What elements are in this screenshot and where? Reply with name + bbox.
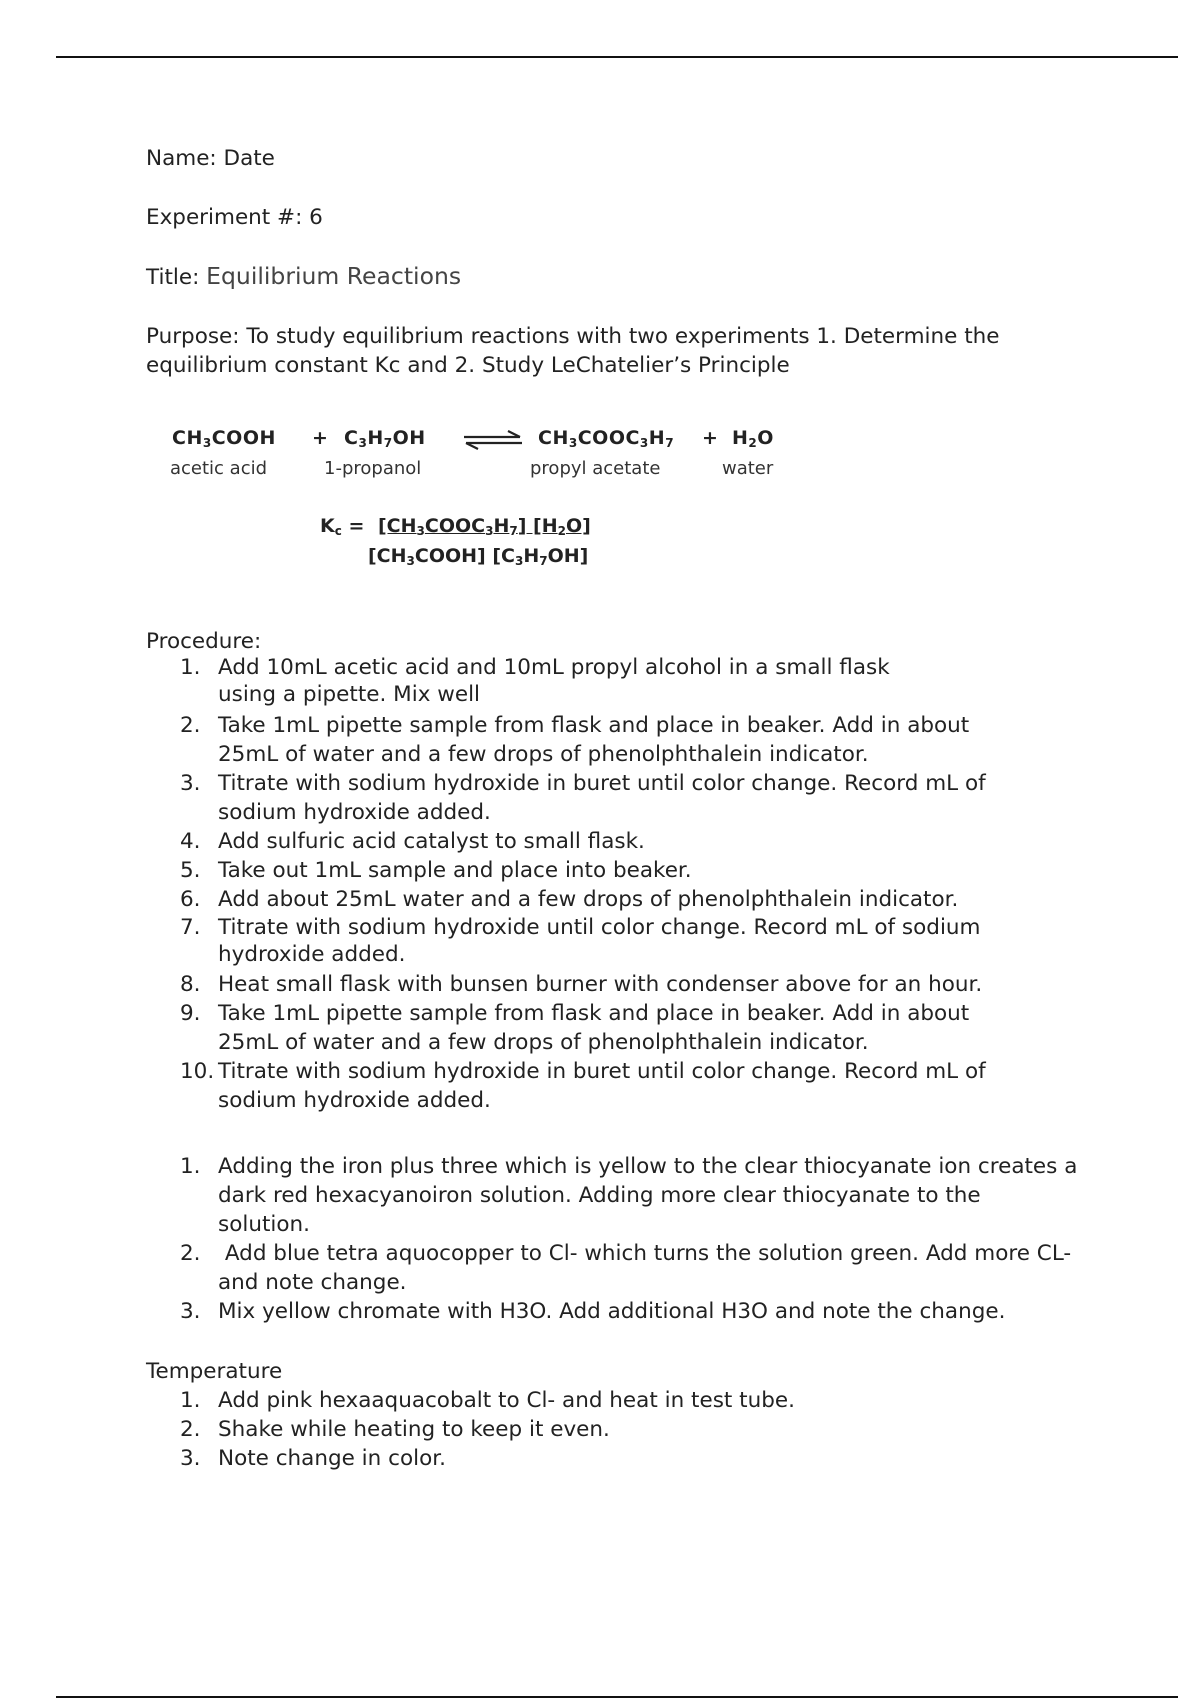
- kc-numerator: $[CH_3COOC_3H_7]$ $[H_2O]$: [378, 515, 591, 538]
- step-text: Note change in color.: [218, 1446, 446, 1471]
- list-item: [146, 885, 1106, 914]
- procedure-list: [146, 654, 1106, 1115]
- bottom-rule: [56, 1696, 1178, 1698]
- step-text: Shake while heating to keep it even.: [218, 1417, 610, 1442]
- product-propyl-acetate-formula: $CH_3COOC_3H_7$: [538, 427, 675, 450]
- list-item: [146, 769, 1106, 827]
- list-item: [146, 1297, 1106, 1326]
- step-text: Titrate with sodium hydroxide in buret until color change. Record mL of sodium hydroxide added.: [218, 771, 986, 825]
- lechatelier-list: [146, 1152, 1106, 1326]
- list-item: [146, 711, 1106, 769]
- temperature-heading: Temperature: [146, 1359, 283, 1384]
- equilibrium-arrows-icon: [462, 430, 524, 450]
- list-item: [146, 1152, 1106, 1239]
- step-number: 9.: [180, 1001, 201, 1026]
- experiment-number-line: Experiment #: 6: [146, 205, 323, 230]
- step-number: 1.: [180, 1388, 201, 1413]
- step-text: Take 1mL pipette sample from flask and place in beaker. Add in about 25mL of water and a few drops of phenolphthalein indicator.: [218, 1001, 970, 1055]
- list-item: [146, 1239, 1106, 1297]
- step-text: Add pink hexaaquacobalt to Cl- and heat in test tube.: [218, 1388, 795, 1413]
- list-item: [146, 654, 1106, 711]
- plus-sign: +: [312, 427, 328, 449]
- kc-label: $K_c$ =: [320, 515, 365, 538]
- top-rule: [56, 56, 1178, 58]
- list-item: [146, 1444, 1106, 1473]
- list-item: [146, 1415, 1106, 1444]
- list-item: [146, 1057, 1106, 1115]
- title-line: [146, 262, 461, 292]
- step-number: 1.: [180, 655, 201, 680]
- list-item: [146, 856, 1106, 885]
- step-number: 4.: [180, 829, 201, 854]
- step-number: 2.: [180, 1241, 201, 1266]
- title-label: Title:: [146, 265, 200, 290]
- list-item: [146, 999, 1106, 1057]
- step-text: Add about 25mL water and a few drops of phenolphthalein indicator.: [218, 887, 959, 912]
- water-label: water: [722, 458, 774, 479]
- step-number: 7.: [180, 915, 201, 940]
- step-text: Take out 1mL sample and place into beaker.: [218, 858, 692, 883]
- step-text: Add blue tetra aquocopper to Cl- which turns the solution green. Add more CL- and note change.: [218, 1241, 1079, 1295]
- reactant-propanol-formula: $C_3H_7OH$: [344, 427, 426, 450]
- propanol-label: 1-propanol: [324, 458, 422, 479]
- step-number: 6.: [180, 887, 201, 912]
- procedure-heading: Procedure:: [146, 629, 262, 654]
- list-item: [146, 827, 1106, 856]
- kc-denominator: $[CH_3COOH]$ $[C_3H_7OH]$: [368, 545, 589, 568]
- step-text: Titrate with sodium hydroxide until color change. Record mL of sodium hydroxide added.: [218, 915, 981, 967]
- plus-sign: +: [702, 427, 718, 449]
- step-number: 10.: [180, 1059, 215, 1084]
- acetic-acid-label: acetic acid: [170, 458, 268, 479]
- step-number: 5.: [180, 858, 201, 883]
- step-text: Mix yellow chromate with H3O. Add additional H3O and note the change.: [218, 1299, 1006, 1324]
- step-text: Add sulfuric acid catalyst to small flask.: [218, 829, 645, 854]
- temperature-list: [146, 1386, 1106, 1473]
- step-number: 2.: [180, 713, 201, 738]
- step-text: Take 1mL pipette sample from flask and place in beaker. Add in about 25mL of water and a few drops of phenolphthalein indicator.: [218, 713, 970, 767]
- step-number: 3.: [180, 1299, 201, 1324]
- step-number: 8.: [180, 972, 201, 997]
- step-number: 3.: [180, 771, 201, 796]
- reactant-acetic-acid-formula: $CH_3COOH$: [172, 427, 276, 450]
- name-date-line: Name: Date: [146, 146, 275, 171]
- list-item: [146, 914, 1106, 970]
- step-number: 3.: [180, 1446, 201, 1471]
- list-item: [146, 1386, 1106, 1415]
- step-number: 1.: [180, 1154, 201, 1179]
- reaction-figure: [172, 424, 832, 584]
- purpose-paragraph: Purpose: To study equilibrium reactions with two experiments 1. Determine the equilibrium constant Kc and 2. Study LeChatelier’s Principle: [146, 324, 1000, 378]
- step-text: Add 10mL acetic acid and 10mL propyl alcohol in a small flask using a pipette. Mix well: [218, 655, 890, 707]
- product-water-formula: $H_2O$: [732, 427, 774, 450]
- step-text: Titrate with sodium hydroxide in buret until color change. Record mL of sodium hydroxide added.: [218, 1059, 986, 1113]
- step-text: Heat small flask with bunsen burner with condenser above for an hour.: [218, 972, 983, 997]
- propyl-acetate-label: propyl acetate: [530, 458, 661, 479]
- list-item: [146, 970, 1106, 999]
- title-value: Equilibrium Reactions: [206, 262, 462, 290]
- step-text: Adding the iron plus three which is yellow to the clear thiocyanate ion creates a dark red hexacyanoiron solution. Adding more clear thiocyanate to the solution.: [218, 1154, 1078, 1237]
- step-number: 2.: [180, 1417, 201, 1442]
